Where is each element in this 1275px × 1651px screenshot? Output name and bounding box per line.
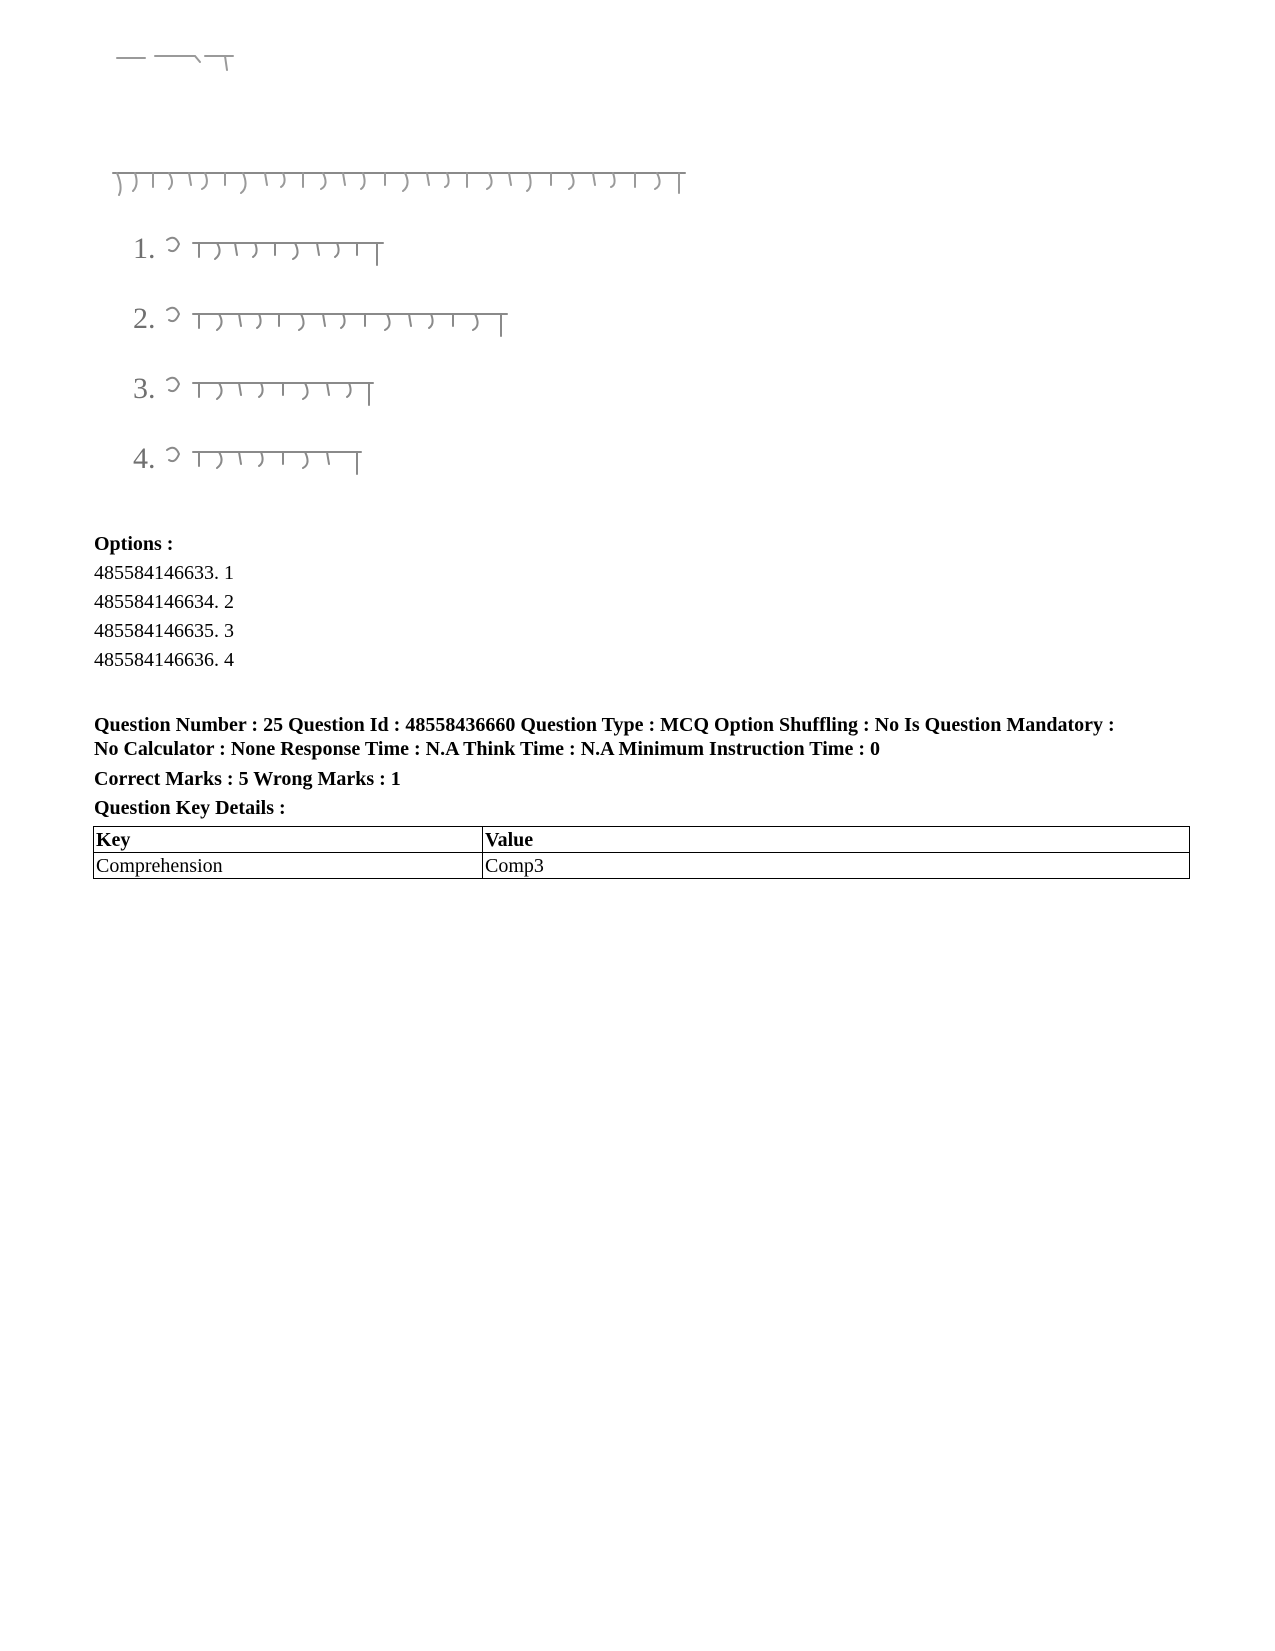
- table-header-key: Key: [94, 827, 483, 853]
- choice-number-1: 1.: [133, 232, 156, 265]
- key-details-table: [93, 826, 1190, 879]
- tibetan-question-figure: [105, 40, 745, 510]
- choice-number-3: 3.: [133, 372, 156, 405]
- key-details-heading: Question Key Details :: [94, 797, 286, 819]
- choice-number-2: 2.: [133, 302, 156, 335]
- question-meta-line-2: No Calculator : None Response Time : N.A Think Time : N.A Minimum Instruction Time : 0: [94, 738, 880, 760]
- table-cell-key: Comprehension: [94, 853, 483, 879]
- option-item: 485584146635. 3: [94, 620, 234, 642]
- option-item: 485584146636. 4: [94, 649, 234, 671]
- option-item: 485584146633. 1: [94, 562, 234, 584]
- table-header-row: [94, 827, 1190, 853]
- marks-line: Correct Marks : 5 Wrong Marks : 1: [94, 768, 401, 790]
- table-row: [94, 853, 1190, 879]
- options-block: [94, 530, 234, 675]
- table-header-value: Value: [483, 827, 1190, 853]
- question-meta-line-1: Question Number : 25 Question Id : 48558436660 Question Type : MCQ Option Shuffling : No Is Question Mandatory :: [94, 714, 1115, 736]
- option-item: 485584146634. 2: [94, 591, 234, 613]
- choice-number-4: 4.: [133, 442, 156, 475]
- question-image: [105, 40, 745, 510]
- question-meta: [94, 713, 1194, 820]
- options-heading: Options :: [94, 533, 174, 555]
- table-cell-value: Comp3: [483, 853, 1190, 879]
